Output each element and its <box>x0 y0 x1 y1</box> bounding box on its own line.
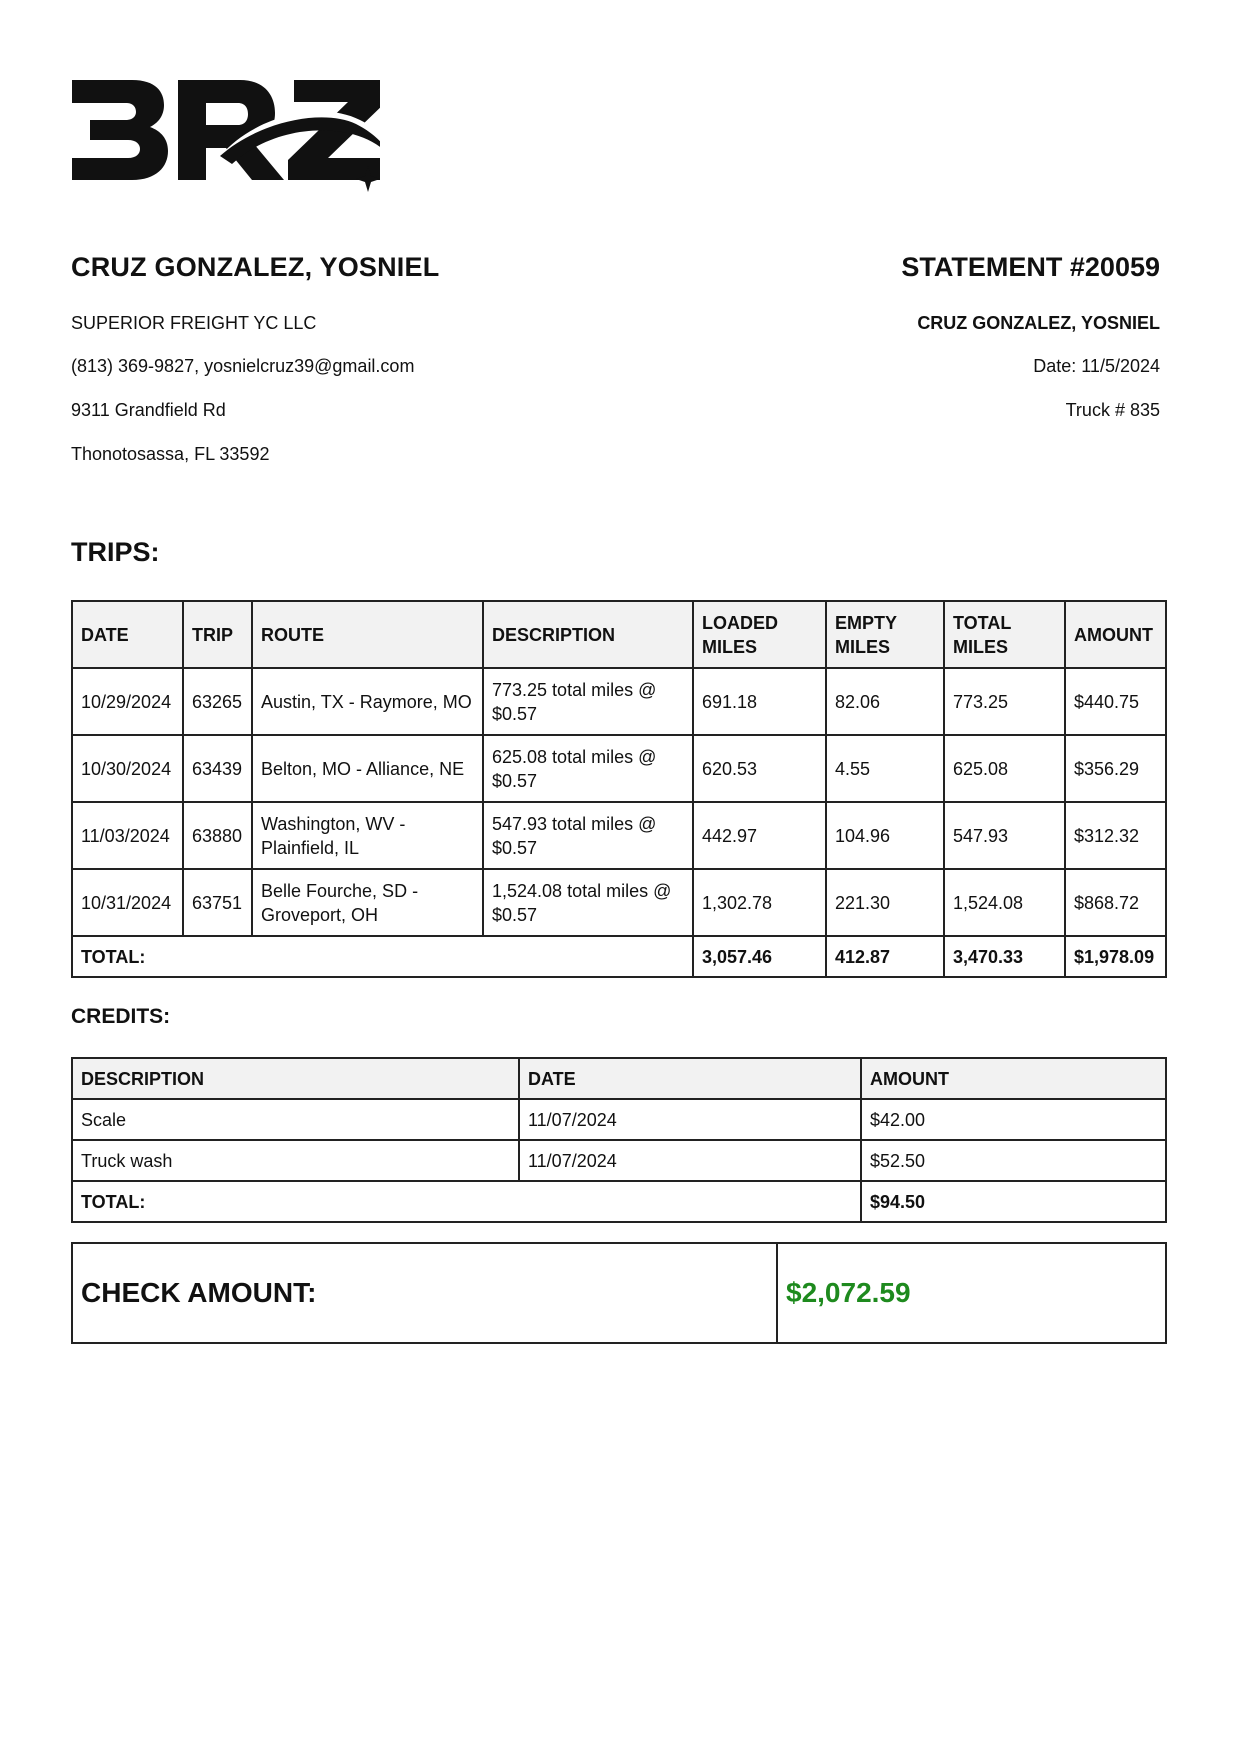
credits-total-label: TOTAL: <box>72 1181 861 1222</box>
trip-description: 547.93 total miles @ $0.57 <box>483 802 693 869</box>
company-logo <box>70 78 380 193</box>
trip-route: Washington, WV - Plainfield, IL <box>252 802 483 869</box>
trip-date: 11/03/2024 <box>72 802 183 869</box>
check-amount-value: $2,072.59 <box>777 1243 1166 1343</box>
trip-description: 625.08 total miles @ $0.57 <box>483 735 693 802</box>
credits-total-amount: $94.50 <box>861 1181 1166 1222</box>
trip-number: 63880 <box>183 802 252 869</box>
trips-heading: TRIPS: <box>71 537 160 567</box>
check-amount-box <box>71 1242 1167 1344</box>
trip-empty-miles: 104.96 <box>826 802 944 869</box>
trip-amount: $312.32 <box>1065 802 1166 869</box>
credits-table <box>71 1057 1167 1223</box>
trip-description: 773.25 total miles @ $0.57 <box>483 668 693 735</box>
statement-date: Date: 11/5/2024 <box>1033 356 1160 376</box>
trip-number: 63751 <box>183 869 252 936</box>
credit-amount: $42.00 <box>861 1099 1166 1140</box>
trip-empty-miles: 221.30 <box>826 869 944 936</box>
credits-heading: CREDITS: <box>71 1005 171 1028</box>
credit-description: Truck wash <box>72 1140 519 1181</box>
trip-route: Belton, MO - Alliance, NE <box>252 735 483 802</box>
trip-empty-miles: 82.06 <box>826 668 944 735</box>
col-header-loaded-miles: LOADED MILES <box>693 601 826 668</box>
trip-total-miles: 547.93 <box>944 802 1065 869</box>
credits-header-row <box>72 1058 1166 1099</box>
trip-route: Austin, TX - Raymore, MO <box>252 668 483 735</box>
credits-total-row <box>72 1181 1166 1222</box>
table-row <box>72 668 1166 735</box>
col-header-date: DATE <box>72 601 183 668</box>
col-header-route: ROUTE <box>252 601 483 668</box>
col-header-empty-miles: EMPTY MILES <box>826 601 944 668</box>
col-header-amount: AMOUNT <box>861 1058 1166 1099</box>
trips-total-miles: 3,470.33 <box>944 936 1065 977</box>
address-line-2: Thonotosassa, FL 33592 <box>71 444 270 464</box>
trip-amount: $356.29 <box>1065 735 1166 802</box>
address-line-1: 9311 Grandfield Rd <box>71 400 226 420</box>
trip-loaded-miles: 442.97 <box>693 802 826 869</box>
credit-amount: $52.50 <box>861 1140 1166 1181</box>
trips-total-empty-miles: 412.87 <box>826 936 944 977</box>
trip-number: 63439 <box>183 735 252 802</box>
trip-empty-miles: 4.55 <box>826 735 944 802</box>
trip-description: 1,524.08 total miles @ $0.57 <box>483 869 693 936</box>
trip-loaded-miles: 620.53 <box>693 735 826 802</box>
statement-driver-name: CRUZ GONZALEZ, YOSNIEL <box>917 313 1160 333</box>
col-header-total-miles: TOTAL MILES <box>944 601 1065 668</box>
trips-total-loaded-miles: 3,057.46 <box>693 936 826 977</box>
table-row <box>72 869 1166 936</box>
driver-name-heading: CRUZ GONZALEZ, YOSNIEL <box>71 252 440 282</box>
credit-date: 11/07/2024 <box>519 1099 861 1140</box>
trips-header-row <box>72 601 1166 668</box>
table-row <box>72 802 1166 869</box>
trip-loaded-miles: 1,302.78 <box>693 869 826 936</box>
col-header-amount: AMOUNT <box>1065 601 1166 668</box>
col-header-trip: TRIP <box>183 601 252 668</box>
table-row <box>72 735 1166 802</box>
truck-number: Truck # 835 <box>1065 400 1160 420</box>
trips-total-label: TOTAL: <box>72 936 693 977</box>
col-header-description: DESCRIPTION <box>483 601 693 668</box>
trip-loaded-miles: 691.18 <box>693 668 826 735</box>
trip-amount: $440.75 <box>1065 668 1166 735</box>
contact-info: (813) 369-9827, yosnielcruz39@gmail.com <box>71 356 415 376</box>
table-row <box>72 1140 1166 1181</box>
trip-total-miles: 773.25 <box>944 668 1065 735</box>
company-name: SUPERIOR FREIGHT YC LLC <box>71 313 317 333</box>
trips-table <box>71 600 1167 978</box>
trip-date: 10/31/2024 <box>72 869 183 936</box>
statement-number: STATEMENT #20059 <box>901 252 1160 282</box>
trips-total-amount: $1,978.09 <box>1065 936 1166 977</box>
trip-amount: $868.72 <box>1065 869 1166 936</box>
trips-total-row <box>72 936 1166 977</box>
trip-date: 10/29/2024 <box>72 668 183 735</box>
credit-date: 11/07/2024 <box>519 1140 861 1181</box>
table-row <box>72 1099 1166 1140</box>
trip-route: Belle Fourche, SD - Groveport, OH <box>252 869 483 936</box>
trip-total-miles: 625.08 <box>944 735 1065 802</box>
col-header-description: DESCRIPTION <box>72 1058 519 1099</box>
trip-number: 63265 <box>183 668 252 735</box>
check-amount-label: CHECK AMOUNT: <box>72 1243 777 1343</box>
trip-date: 10/30/2024 <box>72 735 183 802</box>
credit-description: Scale <box>72 1099 519 1140</box>
trip-total-miles: 1,524.08 <box>944 869 1065 936</box>
col-header-date: DATE <box>519 1058 861 1099</box>
